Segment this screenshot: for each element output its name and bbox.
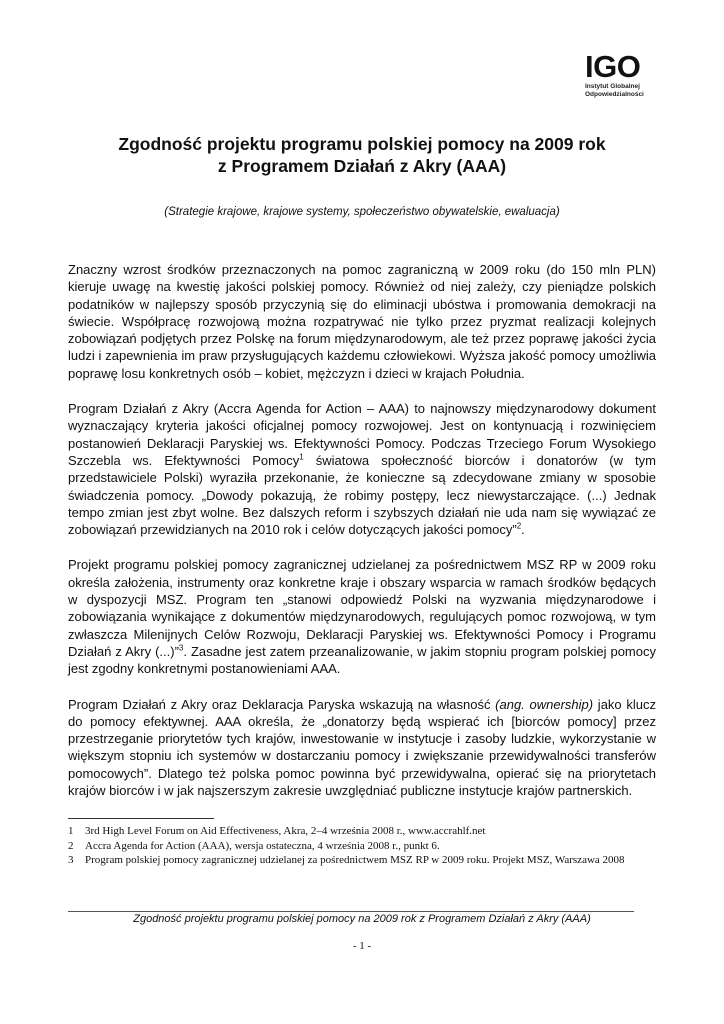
- footnotes: [68, 824, 656, 868]
- footnote-ref-2: 2: [516, 521, 522, 531]
- document-subtitle: (Strategie krajowe, krajowe systemy, społeczeństwo obywatelskie, ewaluacja): [164, 206, 560, 218]
- paragraph-3: [68, 556, 656, 677]
- footnote-text: 3rd High Level Forum on Aid Effectiveness, Akra, 2–4 września 2008 r., www.accrahlf.net: [85, 825, 486, 837]
- logo-subtitle-line2: Odpowiedzialności: [585, 90, 644, 98]
- paragraph-1: Znaczny wzrost środków przeznaczonych na pomoc zagraniczną w 2009 roku (do 150 mln PLN) kieruje uwagę na kwestię jakości polskiej pomocy. Również od niej zależy, czy pieniądze polskich podatników w najlepszy sposób przyczynią się do eliminacji ubóstwa i promowania demokracji na świecie. Współpracę rozwojową można rozpatrywać nie tylko przez pryzmat realizacji kolejnych zobowiązań podjętych przez Polskę na forum międzynarodowym, ale też przez poprawę jakości życia ludzi i zapewnienia im praw przysługujących każdemu człowiekowi. Wyższa jakość pomocy umożliwia poprawę losu konkretnych osób – kobiet, mężczyzn i dzieci w krajach Południa.: [68, 262, 656, 381]
- footnote-ref-1: 1: [299, 452, 304, 462]
- footnote-text: Accra Agenda for Action (AAA), wersja ostateczna, 4 września 2008 r., punkt 6.: [85, 839, 440, 852]
- footnote-number: 1: [68, 825, 74, 837]
- logo-subtitle-line1: Instytut Globalnej: [585, 83, 640, 90]
- paragraph-3-text-a: Projekt programu polskiej pomocy zagranicznej udzielanej za pośrednictwem MSZ RP w 2009 roku określa założenia, instrumenty oraz konkretne kraje i obszary wsparcia w ramach środków będących w dyspozycji MSZ. Program ten „stanowi odpowiedź Polski na wyzwania międzynarodowe i zobowiązania wynikające z dokumentów międzynarodowych, regulujących pomoc rozwojową, w tym zwłaszcza Milenijnych Celów Rozwoju, Deklaracji Paryskiej ws. Efektywności Pomocy i Programu Działań z Akry (...)”: [68, 557, 656, 659]
- paragraph-2-text-b: światowa społeczność biorców i donatorów (w tym przedstawiciele Polski) wyraziła przekonanie, że konieczne są zdecydowane zmiany w sposobie świadczenia pomocy. „Dowody pokazują, że robimy postępy, lecz niewystarczające. (...) Jednak tempo zmian jest zbyt wolne. Bez dalszych reform i szybszych działań nie uda nam się wywiązać ze zobowiązań przewidzianych na 2010 rok i celów dotyczących jakości pomocy”: [68, 452, 657, 538]
- paragraph-2-text-a: Program Działań z Akry (Accra Agenda for Action – AAA) to najnowszy międzynarodowy dokument wyznaczający kryteria jakości oficjalnej pomocy rozwojowej. Jest on kontynuacją i rozwinięciem postanowień Deklaracji Paryskiej ws. Efektywności Pomocy. Podczas Trzeciego Forum Wysokiego Szczebla ws. Efektywności Pomocy: [68, 401, 656, 468]
- footnote-text: Program polskiej pomocy zagranicznej udzielanej za pośrednictwem MSZ RP w 2009 roku. Projekt MSZ, Warszawa 2008: [85, 854, 625, 866]
- paragraph-2-text-c: .: [521, 522, 525, 538]
- paragraph-4-italic: (ang. ownership): [495, 696, 594, 712]
- document-body: [68, 261, 656, 817]
- paragraph-4-text-b: jako klucz do pomocy efektywnej. AAA określa, że „donatorzy będą wspierać ich [biorców pomocy] przez przestrzeganie priorytetów tych krajów, inwestowanie w instytucje i zasoby ludzkie, wykorzystanie w większym stopniu ich systemów w dostarczaniu pomocy i zwiększanie przewidywalności transferów pomocowych”. Dlatego też polska pomoc powinna być przewidywalna, opierać się na priorytetach krajów biorców i w jak najszerszym zakresie uwzględniać publiczne instytucje krajów partnerskich.: [68, 696, 656, 799]
- footnote-number: 3: [68, 854, 74, 866]
- paragraph-3-text-b: . Zasadne jest zatem przeanalizowanie, w jakim stopniu program polskiej pomocy jest zgodny konkretnymi postanowieniami AAA.: [68, 643, 656, 677]
- footnote-divider: [68, 818, 214, 819]
- page-number: - 1 -: [352, 940, 372, 952]
- footnote-ref-3: 3: [178, 643, 184, 653]
- footer-divider: [68, 911, 634, 912]
- footnote: [68, 839, 656, 854]
- logo-mark: IGO: [585, 49, 641, 84]
- title-line-2: z Programem Działań z Akry (AAA): [217, 156, 507, 176]
- paragraph-4-text-a: Program Działań z Akry oraz Deklaracja Paryska wskazują na własność: [68, 696, 496, 712]
- igo-logo: [585, 49, 655, 98]
- footnote-number: 2: [68, 839, 74, 852]
- title-line-1: Zgodność projektu programu polskiej pomocy na 2009 rok: [118, 134, 606, 154]
- paragraph-4: [68, 696, 656, 800]
- paragraph-2: [68, 400, 656, 538]
- page-footer: Zgodność projektu programu polskiej pomocy na 2009 rok z Programem Działań z Akry (AAA): [133, 913, 591, 925]
- document-title: [0, 133, 724, 177]
- footnote: [68, 853, 656, 868]
- footnote: [68, 824, 656, 839]
